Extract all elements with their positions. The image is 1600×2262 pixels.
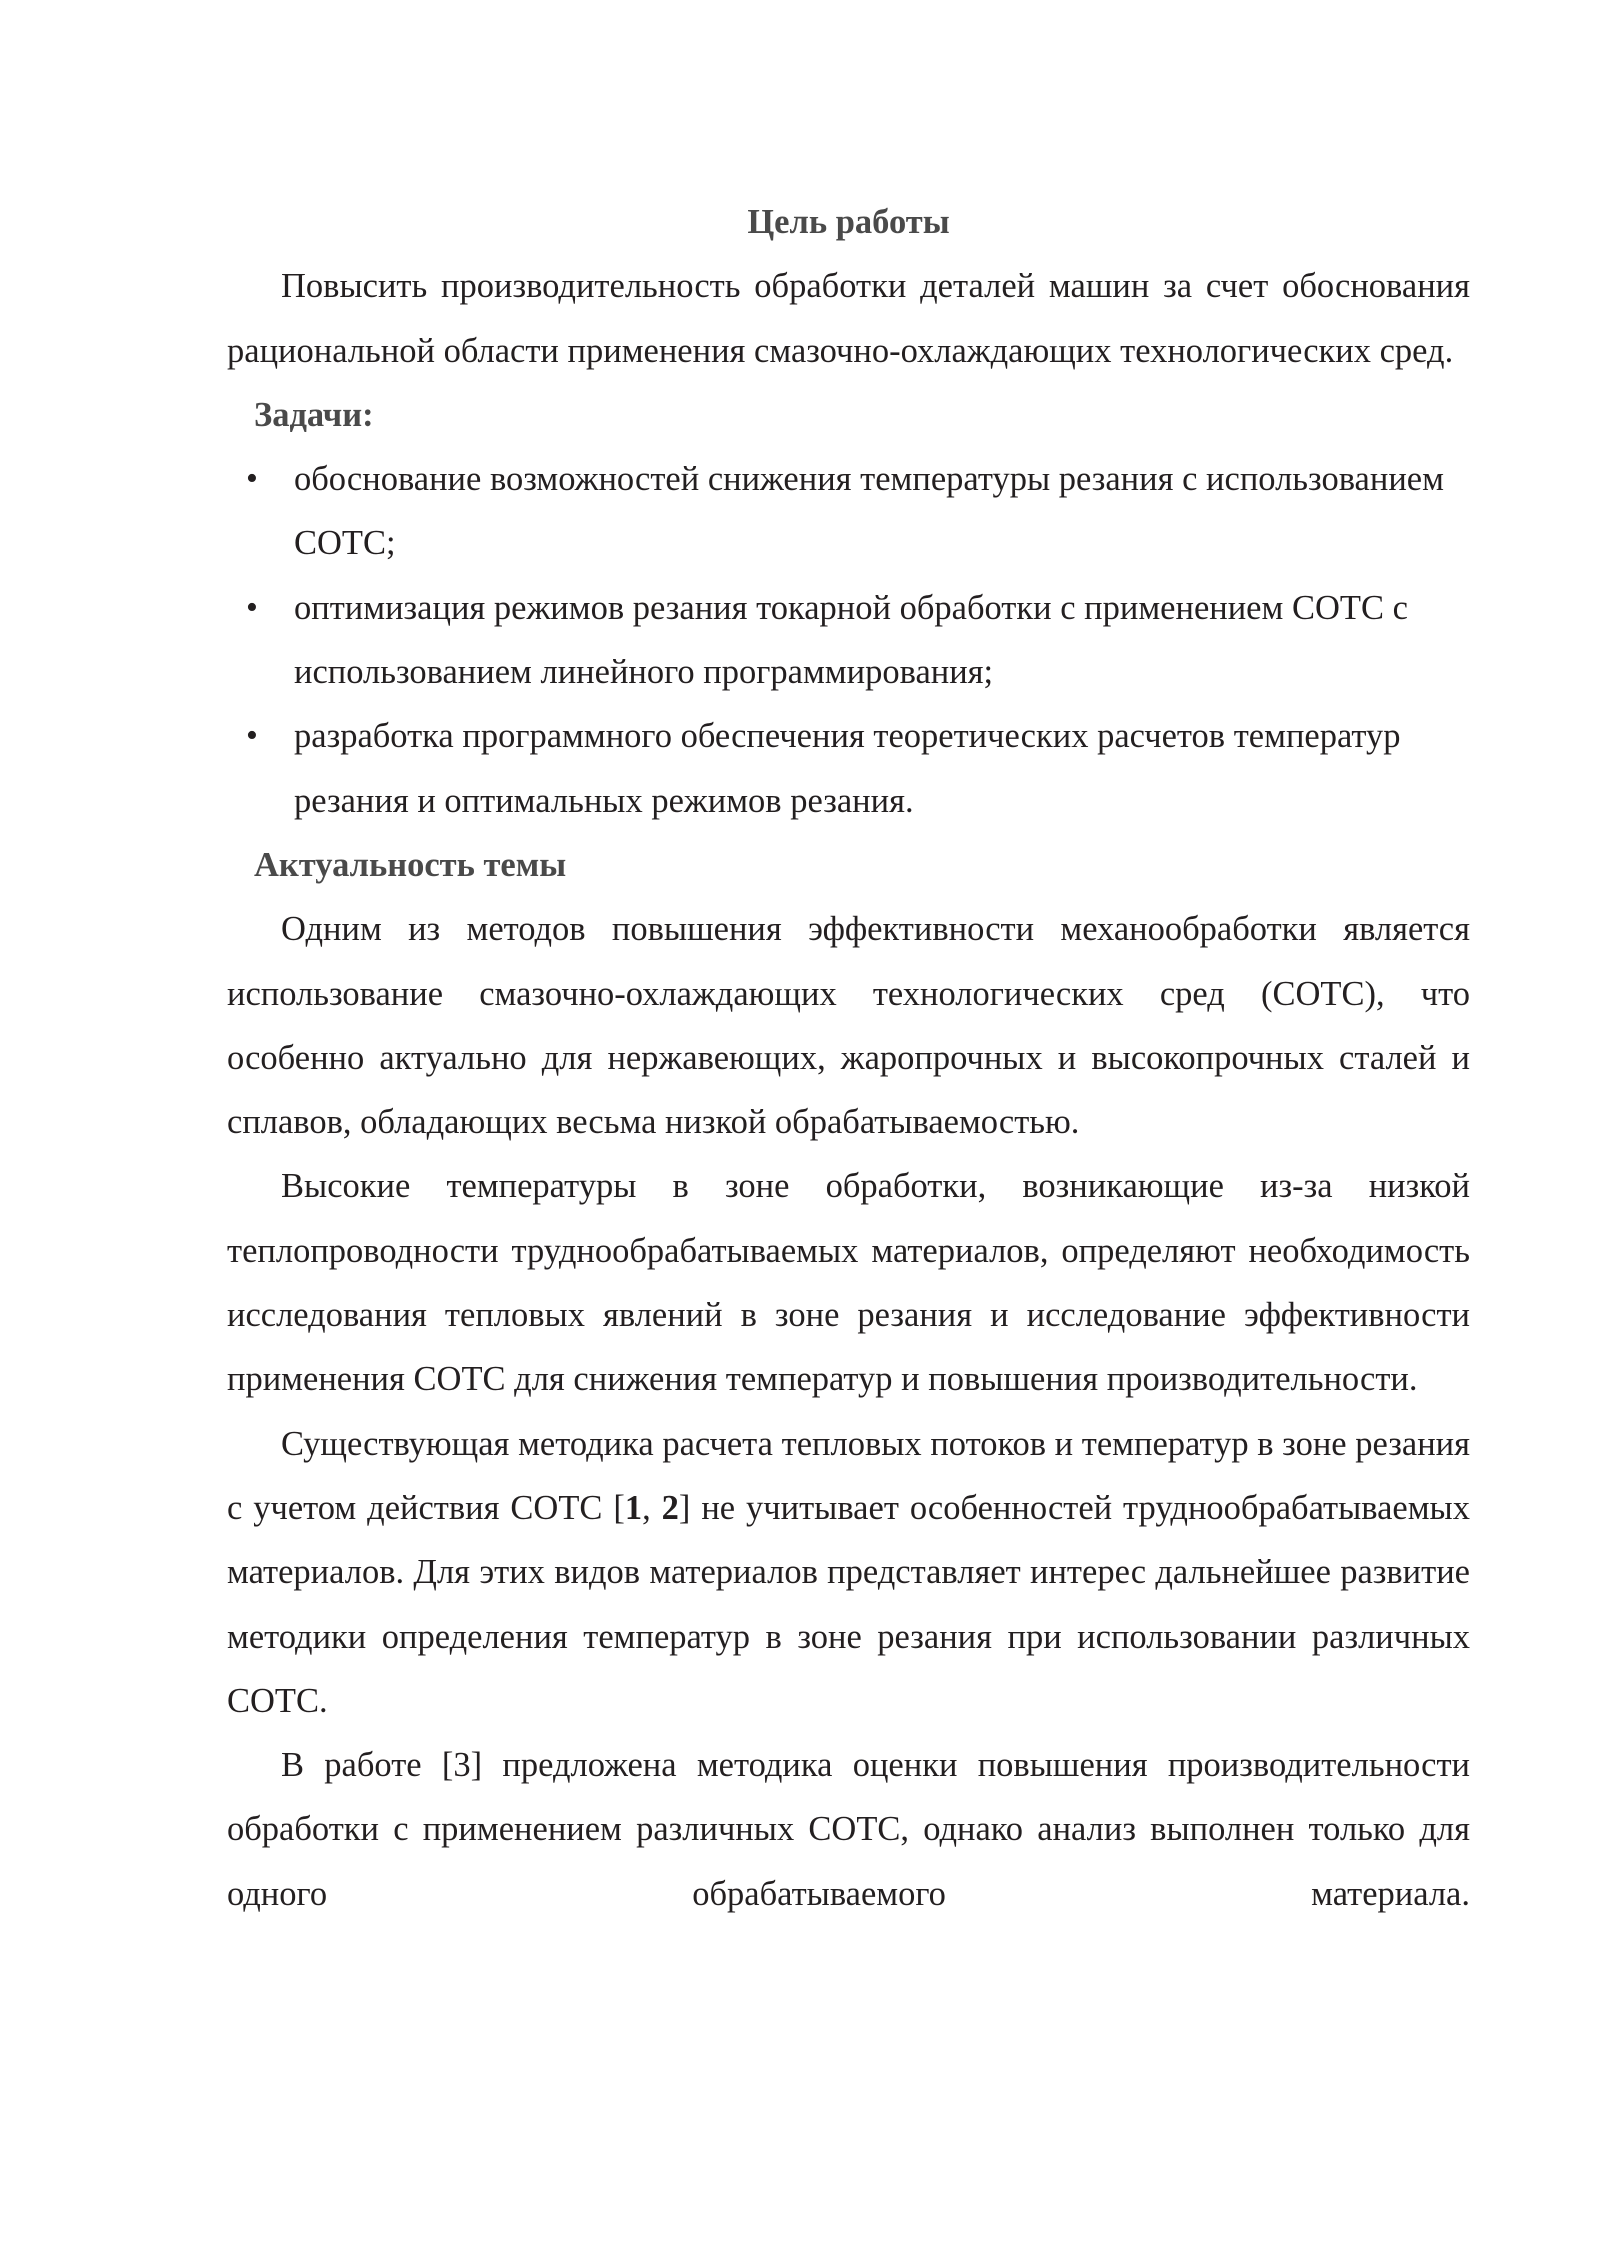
relevance-paragraph-1: Одним из методов повышения эффективности механообработки является использование смазочно-охлаждающих технологических сред (СОТС), что особенно актуально для нержавеющих, жаропрочных и высокопрочных сталей и сплавов, обладающих весьма низкой обрабатываемостью. <box>227 910 1470 1142</box>
bullet-icon: • <box>246 460 258 498</box>
task-text: оптимизация режимов резания токарной обработки с применением СОТС с использованием линейного программирования; <box>294 588 1408 692</box>
section-title-goal: Цель работы <box>747 203 950 241</box>
bullet-icon: • <box>246 588 258 626</box>
relevance-paragraph-2: Высокие температуры в зоне обработки, возникающие из-за низкой теплопроводности труднообрабатываемых материалов, определяют необходимость исследования тепловых явлений в зоне резания и исследование эффективности применения СОТС для снижения температур и повышения производительности. <box>227 1167 1470 1399</box>
relevance-paragraph-3 <box>227 1412 1470 1733</box>
paragraph-3-text-end: ] не учитывает особенностей труднообрабатываемых материалов. Для этих видов материалов представляет интерес дальнейшее развитие методики определения температур в зоне резания при использовании различных СОТС. <box>227 1488 1470 1720</box>
paragraph-3-text-start: Существующая методика расчета тепловых потоков и температур в зоне резания с учетом действия СОТС [ <box>227 1424 1470 1527</box>
citation-ref-2[interactable]: 2 <box>661 1488 679 1527</box>
citation-ref-3[interactable]: 3 <box>453 1746 471 1785</box>
citation-separator: , <box>642 1488 662 1527</box>
task-text: разработка программного обеспечения теоретических расчетов температур резания и оптимальных режимов резания. <box>294 717 1401 820</box>
task-text: обоснование возможностей снижения температуры резания с использованием СОТС; <box>294 460 1444 563</box>
citation-ref-1[interactable]: 1 <box>624 1488 643 1527</box>
relevance-heading: Актуальность темы <box>254 845 567 884</box>
paragraph-4-text-end: ] предложена методика оценки повышения производительности обработки с применением различных СОТС, однако анализ выполнен только для одного обрабатываемого материала. <box>227 1746 1470 1913</box>
bullet-icon: • <box>246 717 258 755</box>
tasks-heading: Задачи: <box>254 395 374 434</box>
list-item <box>246 704 1470 833</box>
goal-paragraph: Повысить производительность обработки деталей машин за счет обоснования рациональной области применения смазочно-охлаждающих технологических сред. <box>227 267 1470 370</box>
list-item <box>246 447 1470 576</box>
paragraph-4-text-start: В работе [ <box>281 1746 454 1785</box>
relevance-paragraph-4 <box>227 1733 1470 1926</box>
list-item <box>246 576 1470 705</box>
document-content <box>227 190 1470 1926</box>
tasks-list <box>227 447 1470 833</box>
